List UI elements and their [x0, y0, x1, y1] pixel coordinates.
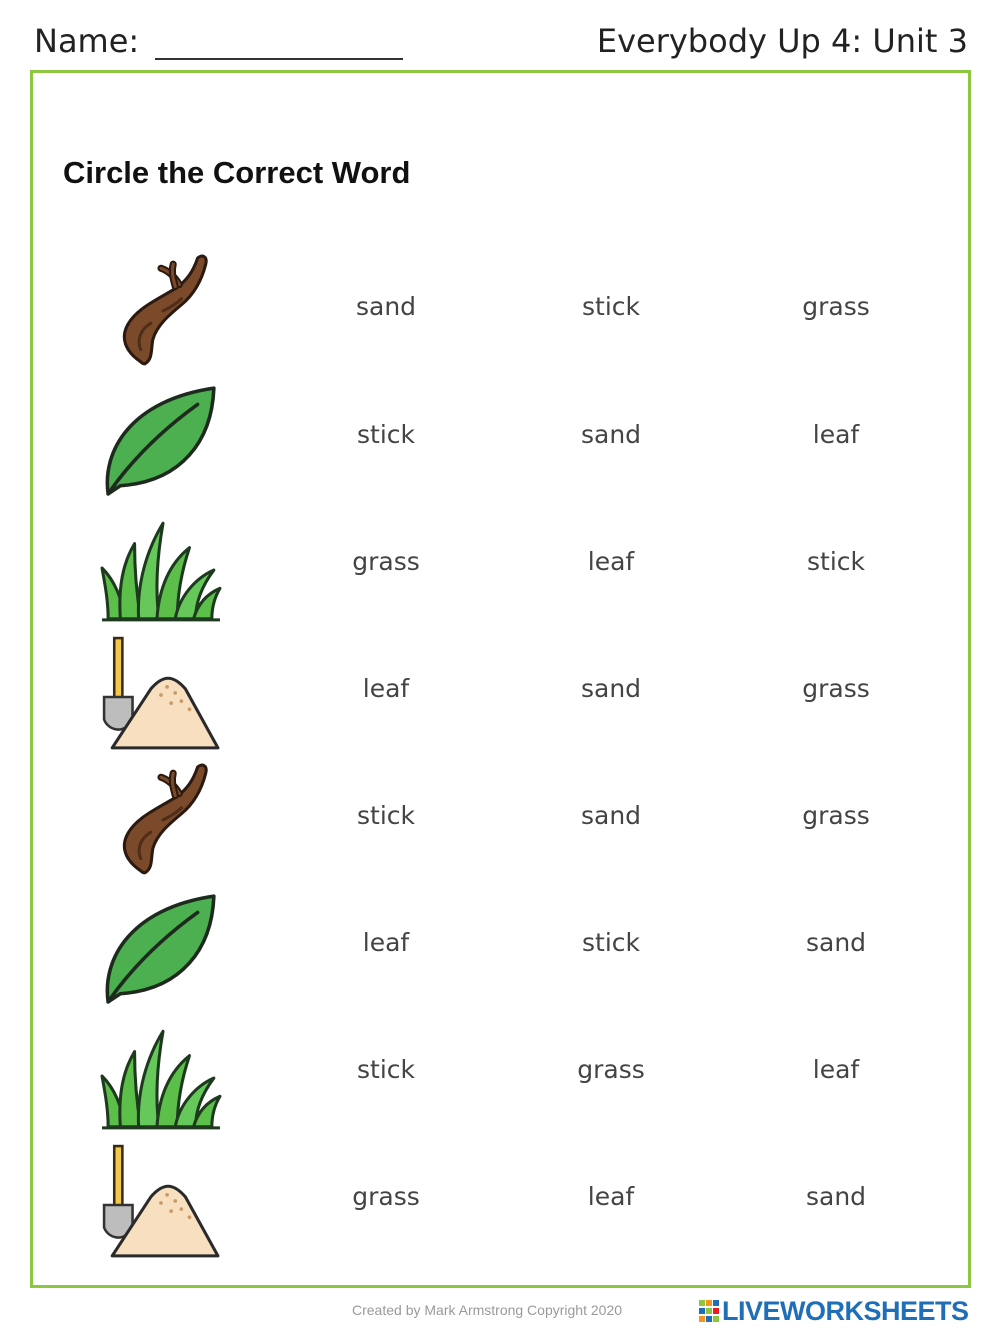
- word-option[interactable]: leaf: [362, 928, 410, 957]
- question-row: [0, 888, 1000, 1015]
- word-option[interactable]: leaf: [362, 674, 410, 703]
- question-row: [0, 634, 1000, 761]
- word-option[interactable]: sand: [805, 928, 867, 957]
- grass-icon: [100, 1015, 222, 1137]
- leaf-icon: [100, 380, 222, 502]
- word-option[interactable]: sand: [355, 292, 417, 321]
- word-option[interactable]: stick: [807, 547, 865, 576]
- question-row: [0, 1142, 1000, 1269]
- word-option[interactable]: stick: [357, 801, 415, 830]
- word-option[interactable]: grass: [577, 1055, 645, 1084]
- name-line[interactable]: [155, 58, 403, 60]
- word-option[interactable]: sand: [580, 801, 642, 830]
- word-option[interactable]: sand: [580, 420, 642, 449]
- stick-icon: [100, 252, 222, 374]
- question-row: [0, 380, 1000, 507]
- brand-text: LIVEWORKSHEETS: [722, 1295, 969, 1326]
- word-option[interactable]: grass: [352, 547, 420, 576]
- liveworksheets-brand[interactable]: [698, 1295, 969, 1327]
- word-option[interactable]: grass: [802, 674, 870, 703]
- liveworksheets-logo-icon: [698, 1298, 720, 1324]
- stick-icon: [100, 761, 222, 883]
- word-option[interactable]: stick: [582, 292, 640, 321]
- question-row: [0, 507, 1000, 634]
- word-option[interactable]: grass: [802, 292, 870, 321]
- name-label: Name:: [34, 22, 140, 60]
- leaf-icon: [100, 888, 222, 1010]
- word-option[interactable]: stick: [357, 420, 415, 449]
- sand-icon: [100, 634, 222, 756]
- word-option[interactable]: grass: [802, 801, 870, 830]
- copyright-credit: Created by Mark Armstrong Copyright 2020: [352, 1302, 623, 1318]
- word-option[interactable]: sand: [580, 674, 642, 703]
- word-option[interactable]: sand: [805, 1182, 867, 1211]
- unit-label: Everybody Up 4: Unit 3: [596, 22, 968, 60]
- word-option[interactable]: stick: [582, 928, 640, 957]
- word-option[interactable]: grass: [352, 1182, 420, 1211]
- word-option[interactable]: leaf: [812, 1055, 860, 1084]
- word-option[interactable]: leaf: [812, 420, 860, 449]
- word-option[interactable]: leaf: [587, 1182, 635, 1211]
- question-row: [0, 761, 1000, 888]
- word-option[interactable]: stick: [357, 1055, 415, 1084]
- grass-icon: [100, 507, 222, 629]
- sand-icon: [100, 1142, 222, 1264]
- word-option[interactable]: leaf: [587, 547, 635, 576]
- question-row: [0, 252, 1000, 379]
- worksheet-title: Circle the Correct Word: [63, 155, 411, 190]
- question-row: [0, 1015, 1000, 1142]
